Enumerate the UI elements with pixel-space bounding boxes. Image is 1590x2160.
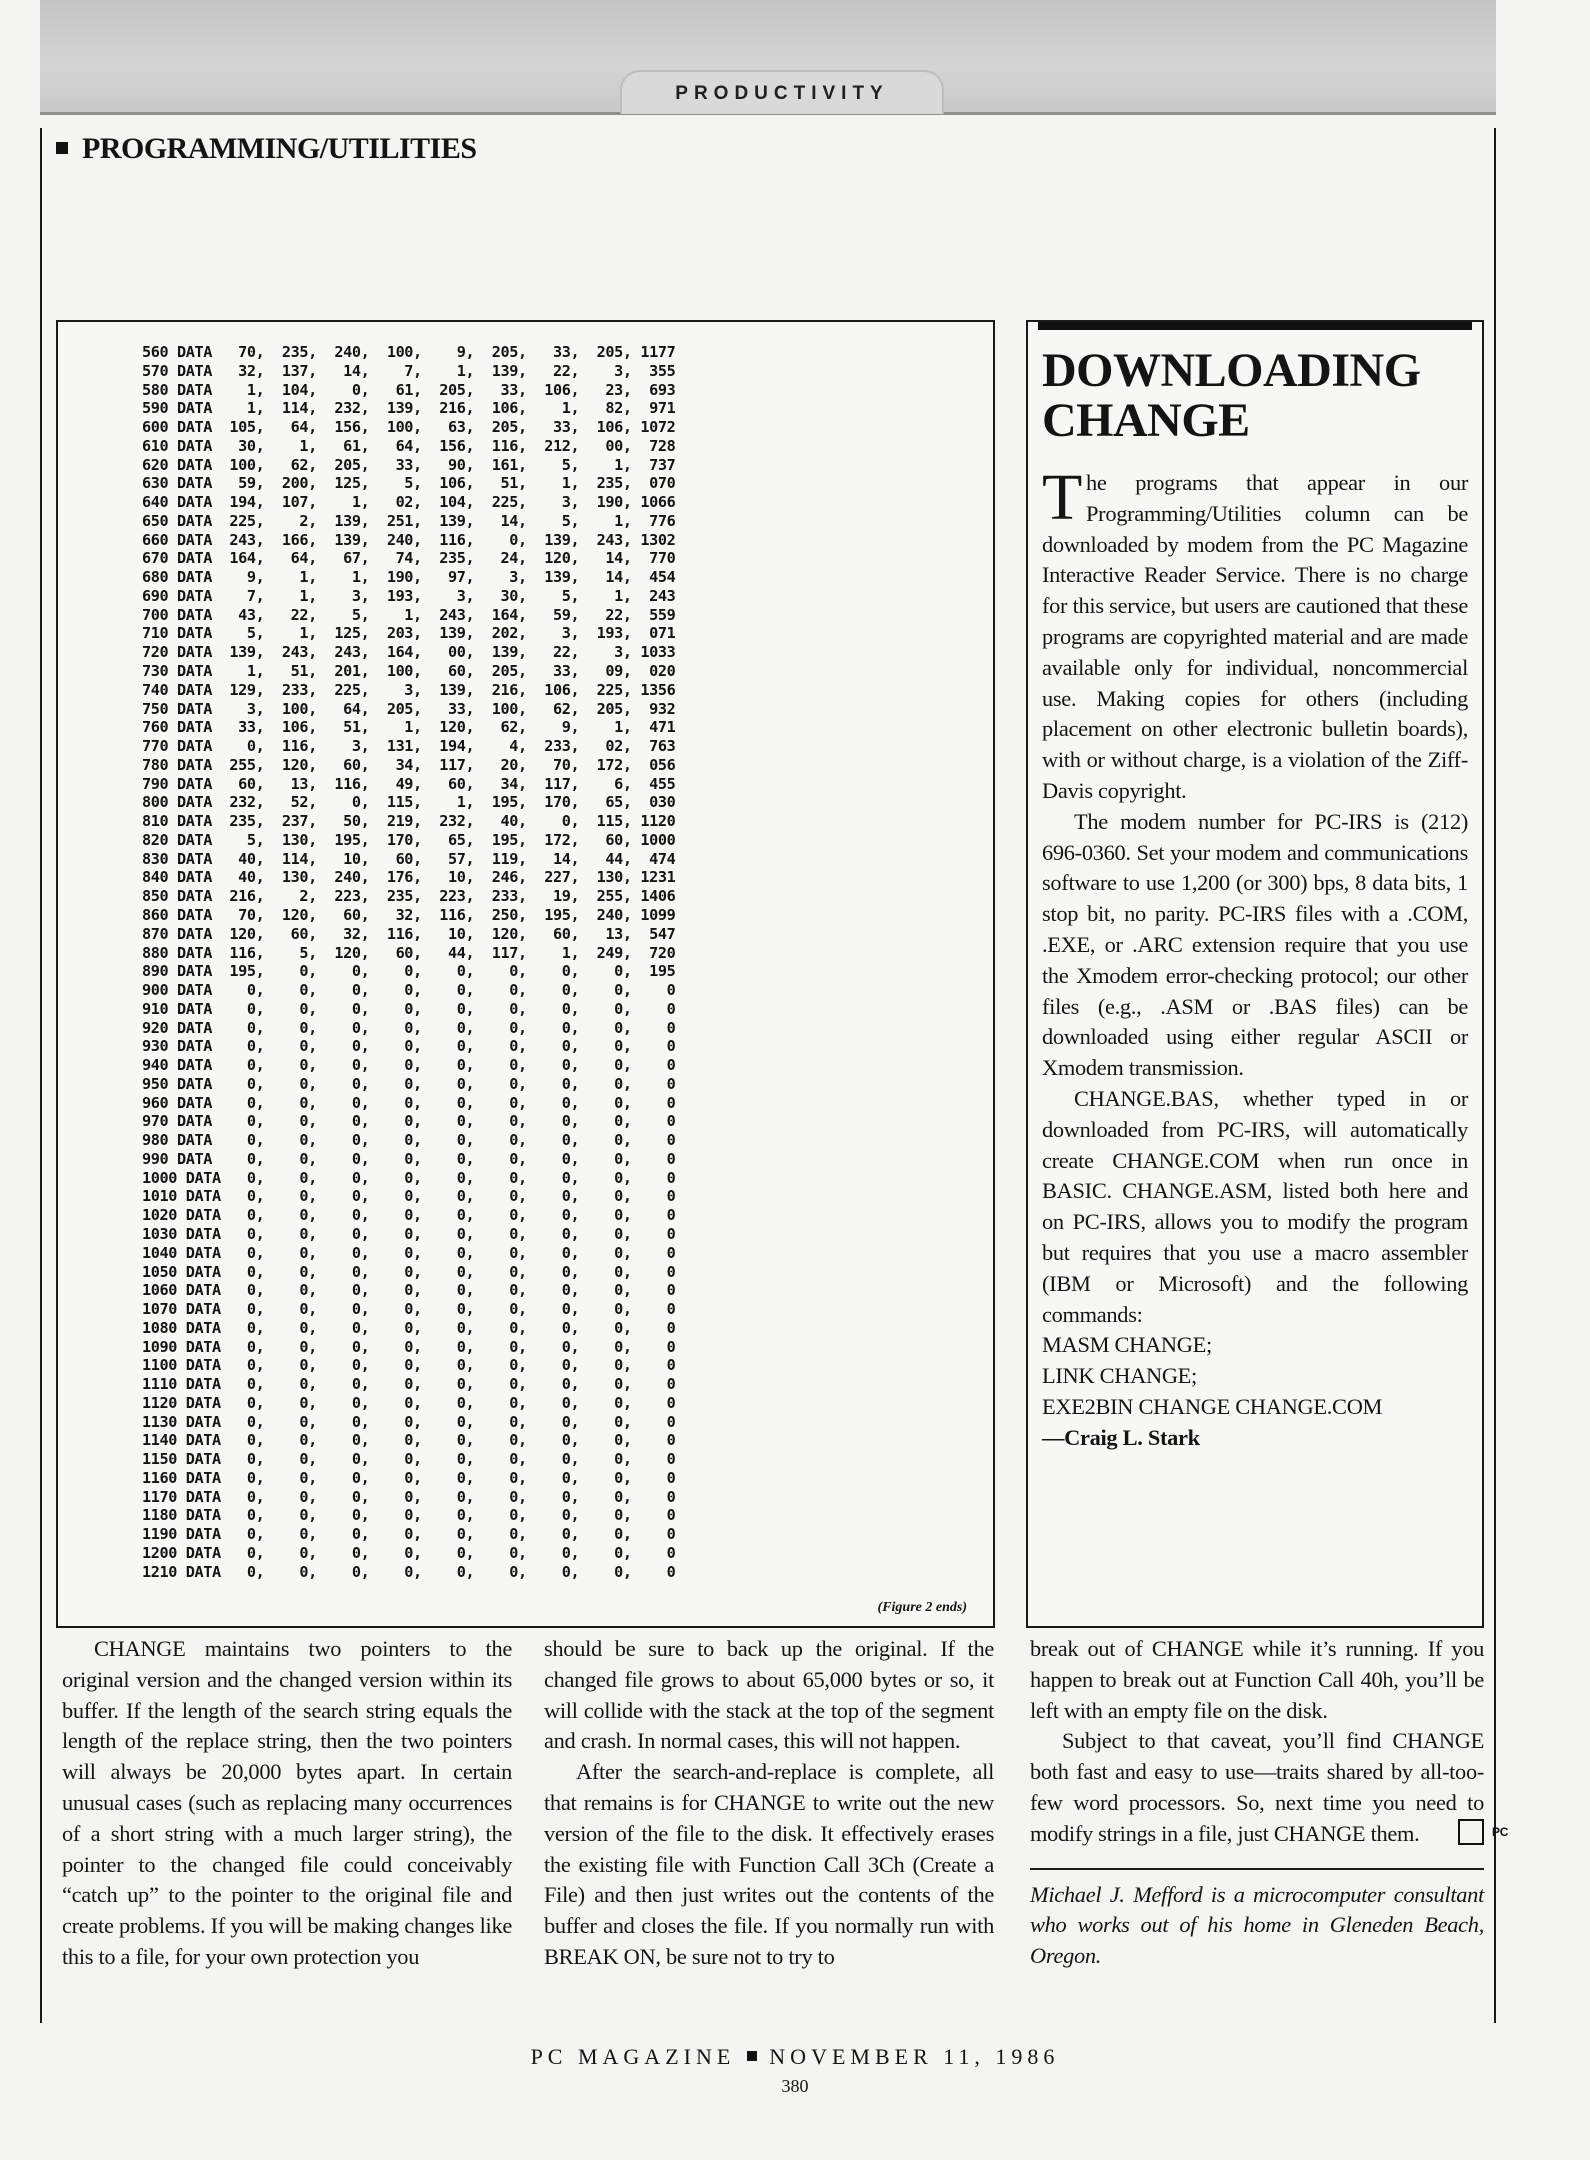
listing-line: 730 DATA 1, 51, 201, 100, 60, 205, 33, 09, 020 [142,662,676,681]
listing-line: 1120 DATA 0, 0, 0, 0, 0, 0, 0, 0, 0 [142,1393,676,1412]
listing-line: 630 DATA 59, 200, 125, 5, 106, 51, 1, 235, 070 [142,474,676,493]
listing-line: 680 DATA 9, 1, 1, 190, 97, 3, 139, 14, 454 [142,568,676,587]
sidebar-paragraph: The programs that appear in our Programming/Utilities column can be downloaded by modem from the PC Magazine Interactive Reader Service. There is no charge for this service, but users are cautioned that these programs are copyrighted material and are made available only for individual, noncommercial use. Making copies for others (including placement on other electronic bulletin boards), with or without charge, is a violation of the Ziff-Davis copyright. [1042,461,1468,803]
listing-line: 1170 DATA 0, 0, 0, 0, 0, 0, 0, 0, 0 [142,1487,676,1506]
listing-line: 610 DATA 30, 1, 61, 64, 156, 116, 212, 00, 728 [142,436,676,455]
listing-line: 780 DATA 255, 120, 60, 34, 117, 20, 70, 172, 056 [142,755,676,774]
listing-line: 1060 DATA 0, 0, 0, 0, 0, 0, 0, 0, 0 [142,1281,676,1300]
listing-line: 710 DATA 5, 1, 125, 203, 139, 202, 3, 193, 071 [142,624,676,643]
listing-line: 1050 DATA 0, 0, 0, 0, 0, 0, 0, 0, 0 [142,1262,676,1281]
sidebar-title: DOWNLOADING CHANGE [1042,344,1421,447]
sidebar-body [1042,461,1468,1454]
listing-line: 900 DATA 0, 0, 0, 0, 0, 0, 0, 0, 0 [142,981,676,1000]
body-paragraph: should be sure to back up the original. If the changed file grows to about 65,000 bytes or so, it will collide with the stack at the top of the segment and crash. In normal cases, this will not happen. [544,1636,994,1754]
page-footer [0,2044,1590,2070]
listing-line: 920 DATA 0, 0, 0, 0, 0, 0, 0, 0, 0 [142,1018,676,1037]
listing-line: 620 DATA 100, 62, 205, 33, 90, 161, 5, 1, 737 [142,455,676,474]
listing-line: 690 DATA 7, 1, 3, 193, 3, 30, 5, 1, 243 [142,586,676,605]
listing-line: 650 DATA 225, 2, 139, 251, 139, 14, 5, 1, 776 [142,511,676,530]
listing-line: 770 DATA 0, 116, 3, 131, 194, 4, 233, 02, 763 [142,737,676,756]
listing-line: 600 DATA 105, 64, 156, 100, 63, 205, 33, 106, 1072 [142,418,676,437]
listing-line: 1110 DATA 0, 0, 0, 0, 0, 0, 0, 0, 0 [142,1375,676,1394]
listing-line: 1160 DATA 0, 0, 0, 0, 0, 0, 0, 0, 0 [142,1468,676,1487]
listing-line: 1070 DATA 0, 0, 0, 0, 0, 0, 0, 0, 0 [142,1300,676,1319]
listing-line: 980 DATA 0, 0, 0, 0, 0, 0, 0, 0, 0 [142,1131,676,1150]
listing-line: 580 DATA 1, 104, 0, 61, 205, 33, 106, 23, 693 [142,380,676,399]
listing-line: 1210 DATA 0, 0, 0, 0, 0, 0, 0, 0, 0 [142,1562,676,1581]
command-line: EXE2BIN CHANGE CHANGE.COM [1042,1393,1383,1419]
listing-line: 750 DATA 3, 100, 64, 205, 33, 100, 62, 205, 932 [142,699,676,718]
sidebar-paragraph: The modem number for PC-IRS is (212) 696-0360. Set your modem and communications software to use 1,200 (or 300) bps, 8 data bits, 1 stop bit, no parity. PC-IRS files with a .COM, .EXE, or .ARC extension require that you use the Xmodem error-checking protocol; our other files (e.g., .ASM or .BAS files) can be downloaded using either regular ASCII or Xmodem transmission. [1042,808,1468,1081]
listing-line: 1040 DATA 0, 0, 0, 0, 0, 0, 0, 0, 0 [142,1243,676,1262]
listing-line: 880 DATA 116, 5, 120, 60, 44, 117, 1, 249, 720 [142,943,676,962]
sidebar-paragraph: CHANGE.BAS, whether typed in or downloaded from PC-IRS, will automatically create CHANGE.COM when run once in BASIC. CHANGE.ASM, listed both here and on PC-IRS, allows you to modify the program but requires that you use a macro assembler (IBM or Microsoft) and the following commands: [1042,1085,1468,1327]
listing-line: 950 DATA 0, 0, 0, 0, 0, 0, 0, 0, 0 [142,1074,676,1093]
listing-line: 1100 DATA 0, 0, 0, 0, 0, 0, 0, 0, 0 [142,1356,676,1375]
figure-caption: (Figure 2 ends) [877,1600,967,1615]
section-label: PRODUCTIVITY [620,70,944,114]
listing-line: 760 DATA 33, 106, 51, 1, 120, 62, 9, 1, 471 [142,718,676,737]
listing-line: 1090 DATA 0, 0, 0, 0, 0, 0, 0, 0, 0 [142,1337,676,1356]
code-listing-figure [56,320,995,1628]
listing-line: 820 DATA 5, 130, 195, 170, 65, 195, 172, 60, 1000 [142,830,676,849]
author-bio: Michael J. Mefford is a microcomputer consultant who works out of his home in Gleneden Beach, Oregon. [1030,1881,1484,1969]
body-column-2 [544,1634,994,1973]
listing-line: 970 DATA 0, 0, 0, 0, 0, 0, 0, 0, 0 [142,1112,676,1131]
listing-line: 670 DATA 164, 64, 67, 74, 235, 24, 120, 14, 770 [142,549,676,568]
listing-line: 1200 DATA 0, 0, 0, 0, 0, 0, 0, 0, 0 [142,1544,676,1562]
footer-magazine: PC MAGAZINE [530,2044,736,2069]
listing-line: 1080 DATA 0, 0, 0, 0, 0, 0, 0, 0, 0 [142,1318,676,1337]
dropcap: T [1042,461,1083,534]
listing-line: 570 DATA 32, 137, 14, 7, 1, 139, 22, 3, 355 [142,361,676,380]
left-column-rule [40,128,42,2023]
command-line: LINK CHANGE; [1042,1363,1197,1389]
command-line: MASM CHANGE; [1042,1332,1212,1358]
listing-line: 960 DATA 0, 0, 0, 0, 0, 0, 0, 0, 0 [142,1093,676,1112]
listing-line: 640 DATA 194, 107, 1, 02, 104, 225, 3, 190, 1066 [142,493,676,512]
basic-data-listing [142,343,675,1582]
body-column-3 [1030,1634,1509,1972]
listing-line: 1150 DATA 0, 0, 0, 0, 0, 0, 0, 0, 0 [142,1450,676,1469]
listing-line: 860 DATA 70, 120, 60, 32, 116, 250, 195, 240, 1099 [142,905,676,924]
listing-line: 1000 DATA 0, 0, 0, 0, 0, 0, 0, 0, 0 [142,1168,676,1187]
listing-line: 720 DATA 139, 243, 243, 164, 00, 139, 22, 3, 1033 [142,643,676,662]
listing-line: 810 DATA 235, 237, 50, 219, 232, 40, 0, 115, 1120 [142,812,676,831]
body-paragraph: CHANGE maintains two pointers to the original version and the changed version within its buffer. If the length of the search string equals the length of the replace string, then the two pointers will always be 20,000 bytes apart. In certain unusual cases (such as replacing many occurrences of a short string with a much larger string), the pointer to the changed file could conceivably “catch up” to the pointer to the original file and create problems. If you will be making changes like this to a file, for your own protection you [62,1636,512,1969]
listing-line: 1010 DATA 0, 0, 0, 0, 0, 0, 0, 0, 0 [142,1187,676,1206]
listing-line: 990 DATA 0, 0, 0, 0, 0, 0, 0, 0, 0 [142,1149,676,1168]
listing-line: 830 DATA 40, 114, 10, 60, 57, 119, 14, 44, 474 [142,849,676,868]
sidebar-downloading-change [1026,320,1484,1628]
page-number: 380 [781,2076,809,2096]
listing-line: 1030 DATA 0, 0, 0, 0, 0, 0, 0, 0, 0 [142,1224,676,1243]
listing-line: 910 DATA 0, 0, 0, 0, 0, 0, 0, 0, 0 [142,999,676,1018]
bio-divider [1030,1868,1484,1870]
listing-line: 590 DATA 1, 114, 232, 139, 216, 106, 1, 82, 971 [142,399,676,418]
listing-line: 890 DATA 195, 0, 0, 0, 0, 0, 0, 0, 195 [142,962,676,981]
body-paragraph: After the search-and-replace is complete, all that remains is for CHANGE to write out the new version of the file to the disk. It effectively erases the existing file with Function Call 3Ch (Create a File) and then just writes out the contents of the buffer and closes the file. If you normally run with BREAK ON, be sure not to try to [544,1759,994,1969]
listing-line: 940 DATA 0, 0, 0, 0, 0, 0, 0, 0, 0 [142,1056,676,1075]
listing-line: 740 DATA 129, 233, 225, 3, 139, 216, 106, 225, 1356 [142,680,676,699]
listing-line: 930 DATA 0, 0, 0, 0, 0, 0, 0, 0, 0 [142,1037,676,1056]
listing-line: 1130 DATA 0, 0, 0, 0, 0, 0, 0, 0, 0 [142,1412,676,1431]
listing-line: 800 DATA 232, 52, 0, 115, 1, 195, 170, 65, 030 [142,793,676,812]
bullet-square-icon [56,142,68,154]
listing-line: 660 DATA 243, 166, 139, 240, 116, 0, 139, 243, 1302 [142,530,676,549]
listing-line: 870 DATA 120, 60, 32, 116, 10, 120, 60, 13, 547 [142,924,676,943]
listing-line: 560 DATA 70, 235, 240, 100, 9, 205, 33, 205, 1177 [142,343,676,361]
listing-line: 700 DATA 43, 22, 5, 1, 243, 164, 59, 22, 559 [142,605,676,624]
listing-line: 1140 DATA 0, 0, 0, 0, 0, 0, 0, 0, 0 [142,1431,676,1450]
body-paragraph: break out of CHANGE while it’s running. If you happen to break out at Function Call 40h, you’ll be left with an empty file on the disk. [1030,1636,1484,1723]
listing-line: 790 DATA 60, 13, 116, 49, 60, 34, 117, 6, 455 [142,774,676,793]
listing-line: 850 DATA 216, 2, 223, 235, 223, 233, 19, 255, 1406 [142,887,676,906]
listing-line: 840 DATA 40, 130, 240, 176, 10, 246, 227, 130, 1231 [142,868,676,887]
right-column-rule [1494,128,1496,2023]
listing-line: 1020 DATA 0, 0, 0, 0, 0, 0, 0, 0, 0 [142,1206,676,1225]
column-title [56,132,477,166]
body-column-1 [62,1634,512,1973]
sidebar-byline: —Craig L. Stark [1042,1424,1200,1450]
body-paragraph: Subject to that caveat, you’ll find CHANGE both fast and easy to use—traits shared by all-too-few word processors. So, next time you need to modify strings in a file, just CHANGE them. PC [1030,1728,1509,1846]
listing-line: 1180 DATA 0, 0, 0, 0, 0, 0, 0, 0, 0 [142,1506,676,1525]
listing-line: 1190 DATA 0, 0, 0, 0, 0, 0, 0, 0, 0 [142,1525,676,1544]
footer-date: NOVEMBER 11, 1986 [769,2044,1060,2069]
footer-square-icon [747,2051,757,2061]
pc-end-mark-icon: PC [1458,1819,1484,1845]
column-title-text: PROGRAMMING/UTILITIES [82,132,477,165]
